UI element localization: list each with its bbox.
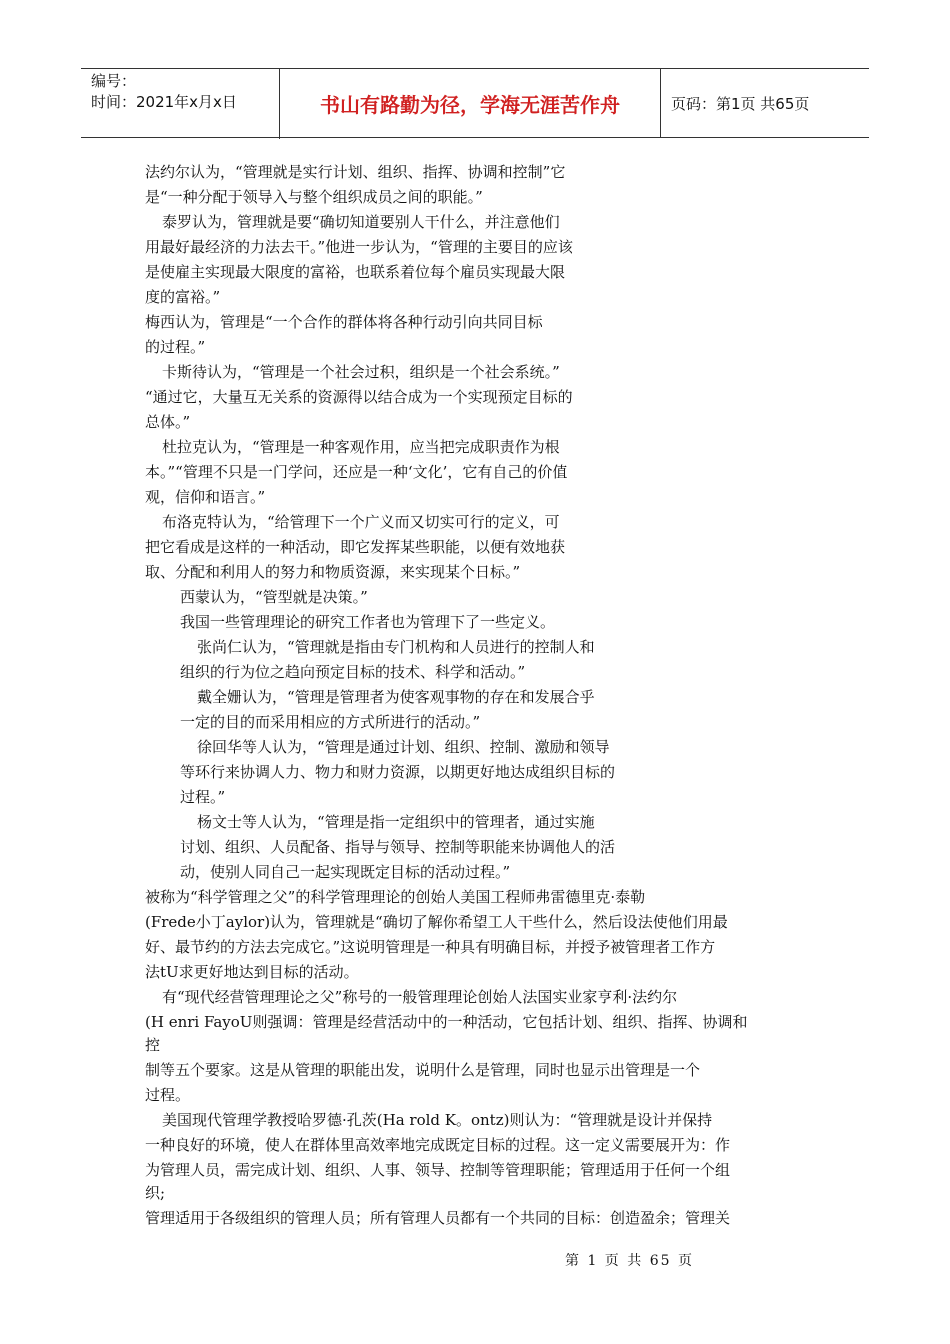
text-line: 为管理人员，需完成计划、组织、人事、领导、控制等管理职能；管理适用于任何一个组 xyxy=(145,1161,731,1179)
motto: 书山有路勤为径，学海无涯苦作舟 xyxy=(320,92,620,117)
text-line: 的过程。” xyxy=(145,338,206,356)
text-line: 徐回华等人认为，“管理是通过计划、组织、控制、激励和领导 xyxy=(197,738,610,756)
text-line: 织; xyxy=(145,1184,166,1202)
text-line: 等环行来协调人力、物力和财力资源，以期更好地达成组织目标的 xyxy=(180,763,616,781)
text-line: 是“一种分配于领导入与整个组织成员之间的职能。” xyxy=(145,188,483,206)
text-line: 度的富裕。” xyxy=(145,288,221,306)
text-line: 组织的行为位之趋向预定目标的技术、科学和活动。” xyxy=(180,663,526,681)
text-line: 观，信仰和语言。” xyxy=(145,488,266,506)
text-line: 卡斯待认为，“管理是一个社会过积，组织是一个社会系统。” xyxy=(162,363,560,381)
text-line: 法tU求更好地达到目标的活动。 xyxy=(145,963,359,981)
text-line: 总体。” xyxy=(145,413,191,431)
text-line: (H enri FayoU则强调：管理是经营活动中的一种活动，它包括计划、组织、指挥、协调和 xyxy=(145,1013,748,1031)
text-line: 本。”“管理不只是一门学问，还应是一种‘文化’，它有自己的价值 xyxy=(145,463,568,481)
text-line: 戴全姗认为，“管理是管理者为使客观事物的存在和发展合乎 xyxy=(197,688,595,706)
page-info: 页码：第1页 共65页 xyxy=(671,94,810,113)
text-line: 美国现代管理学教授哈罗德·孔茨(Ha rold K。ontz)则认为：“管理就是设计并保持 xyxy=(162,1111,713,1129)
text-line: 布洛克特认为，“给管理下一个广义而又切实可行的定义，可 xyxy=(162,513,560,531)
text-line: 管理适用于各级组织的管理人员；所有管理人员都有一个共同的目标：创造盈余；管理关 xyxy=(145,1209,731,1227)
text-line: 过程。” xyxy=(180,788,226,806)
header-page-info xyxy=(661,69,879,137)
text-line: (Frede小丁aylor)认为，管理就是“确切了解你希望工人干些什么，然后设法使他们用最 xyxy=(145,913,728,931)
text-line: 把它看成是这样的一种活动，即它发挥某些职能，以便有效地获 xyxy=(145,538,566,556)
text-line: 好、最节约的方法去完成它。”这说明管理是一种具有明确目标，并授予被管理者工作方 xyxy=(145,938,716,956)
text-line: 取、分配和利用人的努力和物质资源，来实现某个日标。” xyxy=(145,563,521,581)
text-line: 动，使别人同自己一起实现既定目标的活动过程。” xyxy=(180,863,511,881)
text-line: 过程。 xyxy=(145,1086,191,1104)
text-line: 泰罗认为，管理就是要“确切知道要别人干什么，并注意他们 xyxy=(162,213,560,231)
text-line: 制等五个要家。这是从管理的职能出发，说明什么是管理，同时也显示出管理是一个 xyxy=(145,1061,701,1079)
header-meta xyxy=(81,69,280,139)
text-line: 是使雇主实现最大限度的富裕，也联系着位每个雇员实现最大限 xyxy=(145,263,566,281)
page-header xyxy=(81,68,869,138)
text-line: 我国一些管理理论的研究工作者也为管理下了一些定义。 xyxy=(180,613,556,631)
text-line: 控 xyxy=(145,1036,161,1054)
time-label: 时间：2021年x月x日 xyxy=(91,93,237,111)
text-line: 讨划、组织、人员配备、指导与领导、控制等职能来协调他人的活 xyxy=(180,838,616,856)
text-line: 法约尔认为，“管理就是实行计划、组织、指挥、协调和控制”它 xyxy=(145,163,566,181)
text-line: 用最好最经济的力法去干。”他进一步认为，“管理的主要目的应该 xyxy=(145,238,573,256)
text-line: 一定的目的而采用相应的方式所进行的活动。” xyxy=(180,713,481,731)
text-line: “通过它，大量互无关系的资源得以结合成为一个实现预定目标的 xyxy=(145,388,573,406)
text-line: 杜拉克认为，“管理是一种客观作用，应当把完成职责作为根 xyxy=(162,438,560,456)
text-line: 张尚仁认为，“管理就是指由专门机构和人员进行的控制人和 xyxy=(197,638,595,656)
text-line: 被称为“科学管理之父”的科学管理理论的创始人美国工程师弗雷德里克·泰勒 xyxy=(145,888,646,906)
text-line: 杨文士等人认为，“管理是指一定组织中的管理者，通过实施 xyxy=(197,813,595,831)
number-label: 编号： xyxy=(91,72,137,90)
text-line: 西蒙认为，“管型就是决策。” xyxy=(180,588,368,606)
text-line: 一种良好的环境，使人在群体里高效率地完成既定目标的过程。这一定义需要展开为：作 xyxy=(145,1136,731,1154)
text-line: 梅西认为，管理是“一个合作的群体将各种行动引向共同目标 xyxy=(145,313,543,331)
page-footer: 第 1 页 共 65 页 xyxy=(565,1253,694,1269)
text-line: 有“现代经营管理理论之父”称号的一般管理理论创始人法国实业家亨利·法约尔 xyxy=(162,988,678,1006)
header-motto-cell xyxy=(280,69,661,137)
